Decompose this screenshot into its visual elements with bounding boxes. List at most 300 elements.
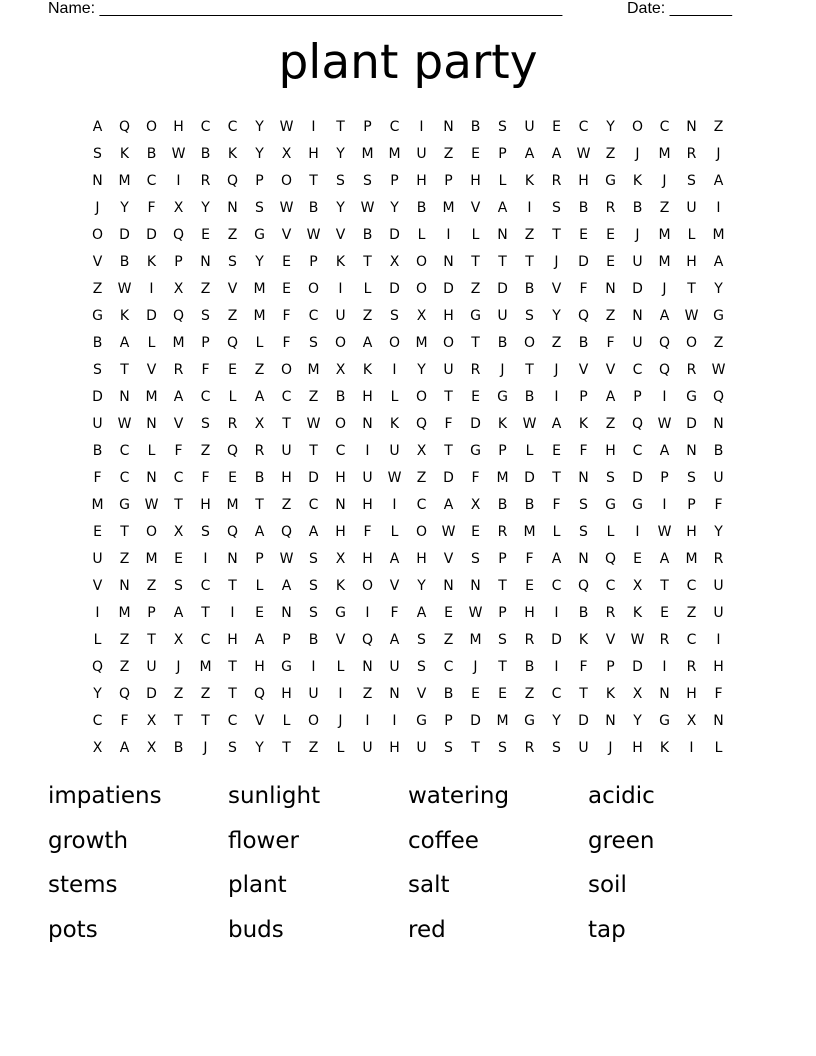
grid-letter: R <box>524 739 535 756</box>
grid-letter: P <box>660 469 669 486</box>
grid-letter: S <box>93 361 102 378</box>
grid-letter: J <box>338 712 343 729</box>
grid-row <box>84 545 732 572</box>
grid-letter: B <box>335 388 346 405</box>
grid-letter: K <box>632 172 643 189</box>
grid-letter: I <box>419 118 424 135</box>
grid-letter: A <box>713 253 724 270</box>
grid-letter: Y <box>552 307 561 324</box>
grid-letter: C <box>227 712 238 729</box>
grid-letter: S <box>201 415 210 432</box>
grid-letter: W <box>522 415 537 432</box>
grid-letter: J <box>635 226 640 243</box>
grid-letter: W <box>360 199 375 216</box>
grid-letter: F <box>579 658 588 675</box>
grid-letter: F <box>714 685 723 702</box>
grid-letter: H <box>416 550 427 567</box>
grid-letter: H <box>632 739 643 756</box>
grid-letter: Y <box>714 523 723 540</box>
grid-letter: Z <box>308 388 319 405</box>
grid-letter: H <box>686 523 697 540</box>
grid-letter: Y <box>336 199 345 216</box>
grid-letter: V <box>416 685 427 702</box>
grid-letter: A <box>389 631 400 648</box>
word-bank-item: plant <box>228 872 287 898</box>
grid-letter: T <box>282 415 291 432</box>
grid-letter: Z <box>605 415 616 432</box>
grid-letter: J <box>176 658 181 675</box>
grid-letter: E <box>633 550 642 567</box>
grid-letter: U <box>362 739 373 756</box>
word-bank-item: watering <box>408 783 510 809</box>
grid-letter: N <box>659 685 670 702</box>
grid-letter: L <box>336 739 345 756</box>
grid-letter: F <box>579 280 588 297</box>
grid-letter: T <box>498 253 507 270</box>
grid-letter: T <box>525 253 534 270</box>
grid-letter: R <box>200 172 211 189</box>
grid-letter: R <box>659 631 670 648</box>
grid-letter: L <box>147 334 156 351</box>
grid-letter: L <box>390 523 399 540</box>
grid-letter: C <box>308 496 319 513</box>
grid-letter: B <box>443 685 454 702</box>
grid-row <box>84 626 732 653</box>
grid-letter: U <box>524 118 535 135</box>
grid-letter: W <box>117 280 132 297</box>
grid-letter: X <box>335 361 346 378</box>
grid-letter: U <box>713 469 724 486</box>
grid-letter: V <box>335 631 346 648</box>
grid-letter: C <box>632 361 643 378</box>
grid-letter: M <box>199 658 212 675</box>
grid-letter: Y <box>336 145 345 162</box>
grid-letter: W <box>279 118 294 135</box>
grid-letter: H <box>443 307 454 324</box>
grid-letter: Y <box>255 253 264 270</box>
grid-letter: P <box>255 172 264 189</box>
grid-letter: S <box>417 658 426 675</box>
grid-letter: V <box>281 226 292 243</box>
grid-letter: C <box>443 658 454 675</box>
grid-letter: L <box>525 442 534 459</box>
grid-letter: Q <box>415 415 428 432</box>
grid-letter: W <box>171 145 186 162</box>
grid-letter: H <box>470 172 481 189</box>
grid-letter: A <box>497 199 508 216</box>
grid-letter: L <box>228 388 237 405</box>
grid-letter: Q <box>226 172 239 189</box>
grid-letter: D <box>389 226 400 243</box>
grid-letter: Y <box>390 199 399 216</box>
grid-letter: T <box>255 496 264 513</box>
grid-letter: S <box>309 577 318 594</box>
grid-letter: C <box>389 118 400 135</box>
grid-letter: W <box>468 604 483 621</box>
grid-letter: U <box>281 442 292 459</box>
grid-letter: U <box>308 685 319 702</box>
grid-letter: L <box>390 388 399 405</box>
grid-letter: P <box>309 253 318 270</box>
grid-letter: H <box>362 388 373 405</box>
grid-letter: B <box>524 658 535 675</box>
grid-letter: C <box>416 496 427 513</box>
grid-letter: Z <box>119 658 130 675</box>
grid-letter: I <box>149 280 154 297</box>
grid-row <box>84 572 732 599</box>
grid-letter: G <box>254 226 265 243</box>
grid-letter: C <box>200 118 211 135</box>
grid-letter: O <box>334 334 347 351</box>
grid-letter: H <box>362 550 373 567</box>
grid-letter: W <box>441 523 456 540</box>
grid-letter: I <box>662 658 667 675</box>
grid-letter: E <box>471 145 480 162</box>
grid-letter: D <box>146 226 157 243</box>
grid-letter: H <box>605 442 616 459</box>
grid-letter: K <box>632 604 643 621</box>
grid-letter: U <box>416 739 427 756</box>
grid-letter: S <box>552 199 561 216</box>
grid-letter: S <box>552 739 561 756</box>
grid-letter: P <box>606 658 615 675</box>
grid-letter: I <box>365 604 370 621</box>
grid-letter: N <box>686 118 697 135</box>
grid-letter: G <box>470 307 481 324</box>
grid-letter: Z <box>119 631 130 648</box>
grid-letter: F <box>471 469 480 486</box>
grid-letter: I <box>95 604 100 621</box>
grid-letter: A <box>254 523 265 540</box>
grid-letter: R <box>551 172 562 189</box>
grid-letter: I <box>311 118 316 135</box>
grid-row <box>84 356 732 383</box>
grid-letter: F <box>552 496 561 513</box>
grid-letter: I <box>365 712 370 729</box>
grid-letter: S <box>687 172 696 189</box>
grid-letter: M <box>118 172 131 189</box>
grid-letter: X <box>173 199 184 216</box>
grid-letter: M <box>496 469 509 486</box>
grid-letter: N <box>146 415 157 432</box>
word-bank-item: green <box>588 827 655 854</box>
grid-letter: A <box>173 388 184 405</box>
grid-letter: R <box>686 658 697 675</box>
grid-row <box>84 653 732 680</box>
grid-letter: P <box>174 253 183 270</box>
grid-letter: S <box>579 496 588 513</box>
grid-letter: X <box>632 685 643 702</box>
grid-letter: S <box>417 631 426 648</box>
word-bank-item: growth <box>48 827 129 854</box>
grid-letter: A <box>551 145 562 162</box>
grid-letter: Y <box>633 712 642 729</box>
grid-letter: U <box>389 658 400 675</box>
grid-letter: O <box>523 334 536 351</box>
grid-letter: Z <box>416 469 427 486</box>
grid-row <box>84 410 732 437</box>
grid-letter: U <box>686 199 697 216</box>
grid-letter: L <box>417 226 426 243</box>
grid-letter: D <box>578 253 589 270</box>
grid-letter: Q <box>577 577 590 594</box>
grid-letter: X <box>254 415 265 432</box>
grid-letter: S <box>228 253 237 270</box>
grid-letter: E <box>471 685 480 702</box>
grid-letter: C <box>551 685 562 702</box>
word-bank-item: stems <box>48 872 118 898</box>
grid-letter: M <box>712 226 725 243</box>
grid-letter: V <box>173 415 184 432</box>
grid-letter: H <box>308 145 319 162</box>
grid-letter: G <box>713 307 724 324</box>
word-bank-item: coffee <box>408 827 479 854</box>
grid-letter: Q <box>91 658 104 675</box>
grid-letter: M <box>91 496 104 513</box>
grid-letter: T <box>525 361 534 378</box>
word-bank-item: red <box>408 916 446 943</box>
grid-row <box>84 383 732 410</box>
grid-letter: U <box>443 361 454 378</box>
grid-letter: Z <box>227 307 238 324</box>
grid-letter: E <box>471 388 480 405</box>
grid-letter: T <box>336 118 345 135</box>
word-bank-item: pots <box>48 916 98 943</box>
grid-letter: C <box>119 442 130 459</box>
grid-letter: L <box>552 523 561 540</box>
grid-letter: A <box>119 739 130 756</box>
grid-letter: X <box>173 631 184 648</box>
grid-letter: T <box>363 253 372 270</box>
grid-letter: J <box>554 361 559 378</box>
grid-row <box>84 140 732 167</box>
grid-letter: Z <box>551 334 562 351</box>
grid-letter: T <box>552 469 561 486</box>
grid-letter: Q <box>226 442 239 459</box>
grid-letter: D <box>632 280 643 297</box>
grid-letter: M <box>253 307 266 324</box>
grid-letter: E <box>606 226 615 243</box>
grid-letter: Z <box>659 199 670 216</box>
grid-letter: Q <box>118 685 131 702</box>
grid-letter: Q <box>577 307 590 324</box>
grid-letter: O <box>280 172 293 189</box>
grid-letter: G <box>335 604 346 621</box>
grid-letter: M <box>496 712 509 729</box>
grid-letter: C <box>551 577 562 594</box>
grid-letter: V <box>92 577 103 594</box>
grid-letter: B <box>470 118 481 135</box>
grid-letter: T <box>444 442 453 459</box>
grid-letter: O <box>631 118 644 135</box>
grid-letter: A <box>254 388 265 405</box>
grid-letter: W <box>144 496 159 513</box>
grid-letter: P <box>363 118 372 135</box>
grid-letter: W <box>657 415 672 432</box>
grid-letter: Q <box>172 307 185 324</box>
grid-letter: L <box>93 631 102 648</box>
grid-letter: Q <box>172 226 185 243</box>
grid-letter: X <box>173 280 184 297</box>
grid-letter: E <box>282 253 291 270</box>
grid-letter: D <box>470 712 481 729</box>
grid-letter: A <box>551 550 562 567</box>
grid-letter: K <box>119 145 130 162</box>
grid-letter: I <box>689 739 694 756</box>
grid-letter: N <box>578 469 589 486</box>
grid-letter: N <box>713 712 724 729</box>
grid-letter: S <box>525 307 534 324</box>
grid-letter: Y <box>120 199 129 216</box>
grid-letter: B <box>578 199 589 216</box>
grid-letter: J <box>500 361 505 378</box>
grid-letter: V <box>605 631 616 648</box>
grid-letter: M <box>415 334 428 351</box>
grid-letter: D <box>146 685 157 702</box>
word-bank-item: soil <box>588 872 627 898</box>
grid-row <box>84 113 732 140</box>
grid-letter: W <box>306 415 321 432</box>
grid-letter: A <box>173 604 184 621</box>
grid-letter: S <box>201 523 210 540</box>
grid-letter: X <box>686 712 697 729</box>
grid-letter: C <box>173 469 184 486</box>
grid-letter: M <box>145 550 158 567</box>
grid-letter: Z <box>308 739 319 756</box>
grid-letter: R <box>605 604 616 621</box>
grid-letter: D <box>524 469 535 486</box>
grid-letter: X <box>632 577 643 594</box>
grid-letter: J <box>662 172 667 189</box>
grid-letter: A <box>308 523 319 540</box>
grid-letter: J <box>635 145 640 162</box>
grid-letter: B <box>524 388 535 405</box>
grid-letter: B <box>497 334 508 351</box>
grid-letter: D <box>686 415 697 432</box>
grid-letter: A <box>659 550 670 567</box>
grid-letter: M <box>523 523 536 540</box>
grid-letter: G <box>281 658 292 675</box>
grid-letter: T <box>471 253 480 270</box>
grid-letter: H <box>416 172 427 189</box>
grid-letter: Z <box>524 685 535 702</box>
grid-letter: I <box>338 685 343 702</box>
grid-letter: M <box>469 631 482 648</box>
grid-row <box>84 491 732 518</box>
grid-letter: N <box>362 415 373 432</box>
grid-letter: O <box>145 118 158 135</box>
grid-letter: E <box>471 523 480 540</box>
grid-letter: N <box>146 469 157 486</box>
grid-letter: G <box>524 712 535 729</box>
grid-letter: B <box>200 145 211 162</box>
grid-letter: L <box>714 739 723 756</box>
grid-letter: A <box>713 172 724 189</box>
grid-letter: K <box>119 307 130 324</box>
grid-letter: R <box>227 415 238 432</box>
grid-letter: N <box>227 550 238 567</box>
grid-letter: N <box>605 712 616 729</box>
grid-letter: Z <box>200 442 211 459</box>
grid-letter: R <box>254 442 265 459</box>
grid-letter: R <box>713 550 724 567</box>
grid-letter: M <box>442 199 455 216</box>
grid-letter: V <box>551 280 562 297</box>
grid-letter: Z <box>470 280 481 297</box>
grid-letter: Z <box>173 685 184 702</box>
grid-letter: A <box>524 145 535 162</box>
grid-letter: A <box>605 388 616 405</box>
grid-letter: S <box>93 145 102 162</box>
grid-letter: H <box>686 685 697 702</box>
grid-letter: Q <box>658 361 671 378</box>
grid-letter: H <box>335 469 346 486</box>
grid-letter: W <box>684 307 699 324</box>
grid-letter: S <box>498 118 507 135</box>
grid-letter: V <box>443 550 454 567</box>
grid-letter: P <box>390 172 399 189</box>
grid-letter: C <box>308 307 319 324</box>
grid-letter: M <box>658 253 671 270</box>
grid-letter: G <box>119 496 130 513</box>
grid-letter: K <box>335 253 346 270</box>
grid-letter: N <box>200 253 211 270</box>
grid-letter: Z <box>119 550 130 567</box>
grid-letter: K <box>146 253 157 270</box>
grid-letter: T <box>444 388 453 405</box>
grid-letter: U <box>713 577 724 594</box>
grid-letter: B <box>254 469 265 486</box>
grid-letter: S <box>228 739 237 756</box>
grid-letter: T <box>174 712 183 729</box>
grid-letter: C <box>119 469 130 486</box>
grid-letter: S <box>390 307 399 324</box>
grid-letter: B <box>92 442 103 459</box>
grid-letter: L <box>255 334 264 351</box>
grid-letter: H <box>335 523 346 540</box>
grid-letter: S <box>309 334 318 351</box>
grid-letter: D <box>551 631 562 648</box>
grid-letter: T <box>201 712 210 729</box>
grid-letter: C <box>659 118 670 135</box>
grid-row <box>84 734 732 761</box>
grid-letter: W <box>630 631 645 648</box>
grid-letter: E <box>174 550 183 567</box>
grid-letter: H <box>578 172 589 189</box>
grid-letter: V <box>335 226 346 243</box>
grid-letter: M <box>226 496 239 513</box>
grid-row <box>84 437 732 464</box>
grid-letter: M <box>685 550 698 567</box>
grid-letter: Z <box>362 685 373 702</box>
grid-letter: I <box>203 550 208 567</box>
grid-letter: E <box>282 280 291 297</box>
grid-letter: N <box>632 307 643 324</box>
grid-letter: S <box>309 604 318 621</box>
grid-letter: B <box>173 739 184 756</box>
grid-letter: T <box>147 631 156 648</box>
grid-letter: F <box>363 523 372 540</box>
grid-letter: Z <box>443 631 454 648</box>
grid-letter: Z <box>227 226 238 243</box>
grid-letter: I <box>392 496 397 513</box>
grid-letter: G <box>686 388 697 405</box>
grid-letter: H <box>686 253 697 270</box>
grid-letter: L <box>282 712 291 729</box>
grid-letter: O <box>334 415 347 432</box>
grid-letter: I <box>338 280 343 297</box>
grid-letter: G <box>605 496 616 513</box>
